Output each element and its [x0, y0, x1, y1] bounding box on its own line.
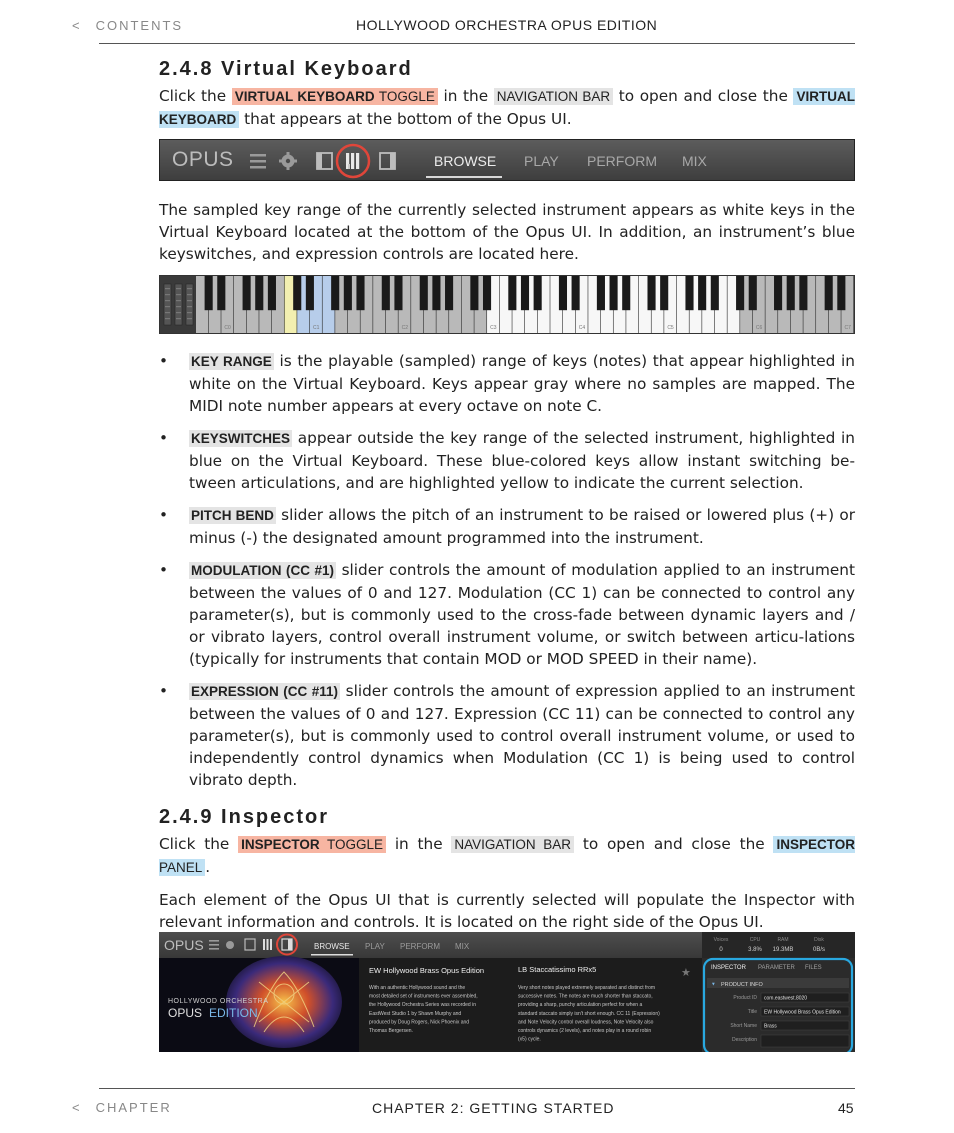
black-key [660, 276, 668, 310]
black-key [610, 276, 618, 310]
patch-description-line: controls dynamics (2 levels), and notes play in a round robin [518, 1028, 652, 1034]
octave-label: C7 [844, 325, 851, 331]
virtual-keyboard-toggle-icon [263, 939, 272, 950]
library-description-line: With an authentic Hollywood sound and the [369, 985, 466, 991]
black-key [825, 276, 833, 310]
black-key [508, 276, 516, 310]
inspector-intro: Click the INSPECTOR TOGGLE in the NAVIGATION BAR to open and close the INSPECTOR PANEL . [159, 835, 855, 876]
stat-value-disk: 0B/s [812, 947, 826, 953]
patch-description-line: successive notes. The notes are much shorter than staccato, [518, 993, 653, 1000]
black-key [420, 276, 428, 310]
black-key [331, 276, 339, 310]
black-key [243, 276, 251, 310]
stat-value-cpu: 3.8% [748, 947, 762, 953]
field-label-description: Description [731, 1037, 757, 1043]
virtual-keyboard-section [159, 58, 855, 131]
back-arrow-icon: < [72, 18, 82, 33]
slider-ridge [187, 300, 192, 301]
patch-description [518, 985, 660, 1043]
black-key [572, 276, 580, 310]
black-key [382, 276, 390, 310]
tab-play: PLAY [524, 153, 559, 169]
octave-label: C0 [224, 325, 231, 331]
opus-logo: OPUS [172, 148, 234, 171]
document-title: HOLLYWOOD ORCHESTRA OPUS EDITION [356, 17, 658, 33]
slider-ridge [176, 312, 181, 313]
product-line-1: HOLLYWOOD ORCHESTRA [168, 998, 269, 1005]
chapter-label: CHAPTER [95, 1100, 172, 1115]
inspector-toggle-icon [380, 153, 395, 169]
active-tab-underline [311, 954, 353, 956]
list-item-modulation: • MODULATION (CC #1) slider controls the amount of modulation applied to an instrument between the values of 0 and 127. Modulation (CC 1) can be connected to control any parameter(s), but is commonly used to the cross-fade between dynamic layers and / or vibrato layers, control overall instrument volume, or switch between articu-lations (typically for instruments that contain MOD or MOD SPEED in their name). [159, 561, 855, 668]
slider-ridge [187, 288, 192, 289]
menu-icon [250, 154, 266, 169]
tab-mix: MIX [455, 942, 470, 951]
gear-icon [226, 941, 234, 949]
field-value-product-id: com.eastwest.8020 [764, 995, 808, 1002]
slider-ridge [176, 318, 181, 319]
tab-play: PLAY [365, 942, 385, 951]
inspector-panel-term: INSPECTOR PANEL [159, 837, 855, 875]
patch-description-line: (x5) cycle. [518, 1036, 541, 1043]
black-key [698, 276, 706, 310]
virtual-keyboard-term: VIRTUAL KEYBOARD [159, 89, 855, 127]
keyboard-keys [160, 276, 854, 333]
stat-value-ram: 19.3MB [772, 947, 794, 953]
library-description-line: produced by Doug Rogers, Nick Phoenix and [369, 1019, 470, 1026]
slider-ridge [187, 294, 192, 295]
navigation-bar-term: NAVIGATION BAR [494, 88, 613, 105]
black-key [445, 276, 453, 310]
black-key [799, 276, 807, 310]
tab-perform: PERFORM [587, 153, 657, 169]
black-key [268, 276, 276, 310]
field-value-title: EW Hollywood Brass Opus Edition [764, 1009, 841, 1016]
black-key [521, 276, 529, 310]
black-key [774, 276, 782, 310]
slider-ridge [165, 300, 170, 301]
black-key [787, 276, 795, 310]
navigation-bar-screenshot [159, 139, 855, 181]
page-number: 45 [838, 1100, 854, 1116]
stat-label-cpu: CPU [749, 937, 761, 943]
navigation-bar-term: NAVIGATION BAR [451, 836, 574, 853]
black-key [837, 276, 845, 310]
inspector-screenshot [159, 932, 855, 1052]
tab-mix: MIX [682, 153, 707, 169]
black-key [255, 276, 263, 310]
virtual-keyboard-intro: Click the VIRTUAL KEYBOARD TOGGLE in the NAVIGATION BAR to open and close the VIRTUAL KEYBOARD that appears at the bottom of the Opus UI. [159, 87, 855, 128]
black-key [205, 276, 213, 310]
black-key [736, 276, 744, 310]
inspector-description: Each element of the Opus UI that is currently selected will populate the Inspector with relevant information and controls. It is located on the right side of the Opus UI. [159, 891, 855, 931]
virtual-keyboard-toggle-icon [346, 153, 359, 169]
black-key [685, 276, 693, 310]
product-info-label: PRODUCT INFO [721, 982, 763, 988]
field-description [761, 1035, 849, 1047]
browser-toggle-icon [317, 153, 332, 169]
black-key [356, 276, 364, 310]
field-label-short-name: Short Name [730, 1023, 757, 1029]
black-key [293, 276, 301, 310]
gear-icon [279, 152, 297, 170]
stat-label-voices: Voices [713, 937, 729, 943]
field-value-short-name: Brass [764, 1023, 777, 1030]
black-key [483, 276, 491, 310]
black-key [534, 276, 542, 310]
section-heading-inspector: 2.4.9 Inspector [159, 806, 330, 828]
inspector-section [159, 806, 855, 933]
octave-label: C2 [401, 325, 408, 331]
slider-ridge [176, 306, 181, 307]
stat-value-voices: 0 [719, 947, 723, 953]
virtual-keyboard-screenshot [159, 275, 855, 334]
slider-ridge [187, 318, 192, 319]
black-key [711, 276, 719, 310]
slider-ridge [187, 306, 192, 307]
keyboard-controls-list [159, 350, 855, 801]
patch-description-line: providing a sharp, punchy articulation perfect for when a [518, 1002, 643, 1009]
black-key [647, 276, 655, 310]
favorite-star-icon: ★ [681, 967, 691, 979]
section-heading-virtual-keyboard: 2.4.8 Virtual Keyboard [159, 58, 413, 80]
panel-tab-inspector: INSPECTOR [711, 965, 746, 971]
stat-label-ram: RAM [777, 937, 789, 943]
slider-ridge [165, 312, 170, 313]
octave-label: C4 [578, 325, 586, 331]
inspector-ui [159, 932, 855, 1052]
library-description-line: EastWest Studio 1 by Shawn Murphy and [369, 1010, 462, 1017]
octave-label: C3 [490, 325, 497, 331]
chapter-title: CHAPTER 2: GETTING STARTED [372, 1100, 615, 1116]
slider-ridge [165, 318, 170, 319]
inspector-toggle-term: INSPECTOR TOGGLE [238, 836, 386, 853]
product-line-2a: OPUS [168, 1006, 203, 1020]
back-arrow-icon: < [72, 1100, 82, 1115]
virtual-keyboard-toggle-term: VIRTUAL KEYBOARD TOGGLE [232, 88, 438, 105]
field-label-product-id: Product ID [733, 995, 757, 1001]
library-description-line: Thomas Bergersen. [369, 1028, 413, 1034]
patch-description-line: and Note Velocity control overall loudness, Note Velocity also [518, 1019, 654, 1026]
slider-ridge [165, 306, 170, 307]
library-description-line: most detailed set of instruments ever assembled, [369, 993, 478, 1000]
panel-tab-parameter: PARAMETER [758, 965, 795, 971]
stats-bar [702, 932, 855, 958]
library-title: EW Hollywood Brass Opus Edition [369, 966, 485, 975]
black-key [597, 276, 605, 310]
chevron-down-icon: ▾ [712, 981, 715, 988]
black-key [344, 276, 352, 310]
patch-description-line: Very short notes played extremely separated and distinct from [518, 985, 656, 991]
footer-rule [99, 1088, 855, 1089]
product-line-2b: EDITION [209, 1006, 258, 1020]
list-item-keyswitches: • KEYSWITCHES appear outside the key range of the selected instrument, highlighted in blue on the Virtual Keyboard. These blue-colored keys allow instant switching be-tween articulations, and are highlighted yellow to indicate the current selection. [159, 429, 855, 492]
black-key [559, 276, 567, 310]
active-tab-underline [426, 176, 502, 178]
octave-label: C5 [667, 325, 674, 331]
list-item-pitch-bend: • PITCH BEND slider allows the pitch of an instrument to be raised or lowered plus (+) or minus (-) the designated amount programmed into the instrument. [159, 506, 855, 547]
patch-description-line: standard staccato simply isn't short enough. CC 11 (Expression) [518, 1010, 660, 1017]
slider-ridge [176, 294, 181, 295]
octave-label: C1 [313, 325, 320, 331]
field-label-title: Title [747, 1009, 757, 1015]
stat-label-disk: Disk [814, 937, 824, 943]
slider-ridge [165, 288, 170, 289]
black-key [217, 276, 225, 310]
black-key [432, 276, 440, 310]
black-key [622, 276, 630, 310]
menu-icon [209, 940, 219, 950]
black-key [470, 276, 478, 310]
opus-logo: OPUS [164, 937, 204, 953]
library-description-line: the Hollywood Orchestra Series was recorded in [369, 1002, 476, 1009]
black-key [394, 276, 402, 310]
tab-browse: BROWSE [314, 942, 350, 951]
tab-browse: BROWSE [434, 153, 497, 169]
header-rule [99, 43, 855, 44]
list-item-expression: • EXPRESSION (CC #11) slider controls the amount of expression applied to an instrument between the values of 0 and 127. Expression (CC 11) can be connected to control any parameter(s), but is commonly used to control overall instrument volume, or used to independently control dynamics when Modulation (CC 1) is being used to control vibrato depth. [159, 682, 856, 789]
tab-perform: PERFORM [400, 942, 440, 951]
chapter-link[interactable] [72, 1100, 172, 1115]
navbar-icons [160, 140, 856, 182]
panel-tab-files: FILES [805, 965, 822, 971]
list-item-key-range: • KEY RANGE is the playable (sampled) range of keys (notes) that appear highlighted in white on the Virtual Keyboard. Keys appear gray where no samples are mapped. The MIDI note number appears at every octave on note C. [159, 352, 855, 415]
octave-label: C6 [755, 325, 763, 331]
patch-title: LB Staccatissimo RRx5 [518, 965, 597, 974]
black-key [306, 276, 314, 310]
slider-ridge [165, 294, 170, 295]
contents-link[interactable] [72, 18, 183, 33]
black-key [749, 276, 757, 310]
keyboard-description: The sampled key range of the currently selected instrument appears as white keys in the Virtual Keyboard located at the bottom of the Opus UI. In addition, an instrument’s blue keyswitches, and expression controls are located here. [159, 201, 855, 263]
contents-label: CONTENTS [95, 18, 184, 33]
slider-ridge [187, 312, 192, 313]
slider-ridge [176, 300, 181, 301]
slider-ridge [176, 288, 181, 289]
